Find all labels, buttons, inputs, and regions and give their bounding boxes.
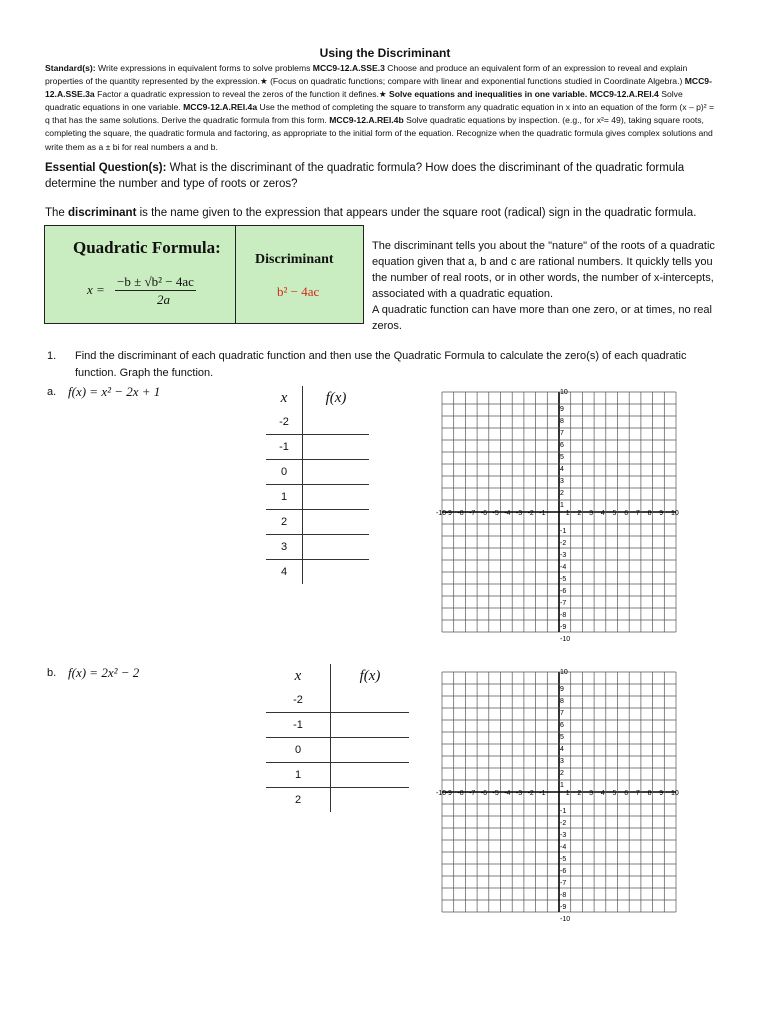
standard-code-5: MCC9-12.A.REI.4b bbox=[329, 115, 404, 126]
x-value-cell: 2 bbox=[266, 788, 331, 813]
part-b-label: b. bbox=[47, 667, 57, 679]
def-bold: discriminant bbox=[68, 207, 137, 219]
x-tick-label: -1 bbox=[539, 510, 546, 517]
discriminant-label: Discriminant bbox=[255, 252, 334, 267]
table-row bbox=[266, 713, 409, 738]
y-tick-label: -7 bbox=[560, 880, 567, 887]
x-tick-label: -9 bbox=[445, 510, 452, 517]
x-value-cell: 1 bbox=[266, 763, 331, 788]
nature-explanation bbox=[372, 238, 717, 334]
x-tick-label: 5 bbox=[612, 790, 617, 797]
x-tick-label: -5 bbox=[492, 790, 499, 797]
x-tick-label: -4 bbox=[504, 510, 511, 517]
x-tick-label: -2 bbox=[527, 510, 534, 517]
y-tick-label: -2 bbox=[560, 820, 567, 827]
fx-answer-cell[interactable] bbox=[331, 738, 410, 763]
x-value-cell: 1 bbox=[266, 485, 303, 510]
y-tick-label: -1 bbox=[560, 808, 567, 815]
table-a-header bbox=[266, 386, 369, 410]
x-tick-label: 8 bbox=[647, 510, 652, 517]
x-tick-label: 10 bbox=[671, 790, 679, 797]
x-tick-label: 9 bbox=[659, 790, 664, 797]
y-tick-label: -5 bbox=[560, 856, 567, 863]
x-value-cell: -2 bbox=[266, 688, 331, 713]
x-tick-label: 1 bbox=[565, 510, 570, 517]
fx-answer-cell[interactable] bbox=[303, 535, 370, 560]
grid-b[interactable] bbox=[436, 668, 680, 923]
standard-code-2: MCC9-12.A.SSE.3a bbox=[45, 76, 712, 100]
y-tick-label: -4 bbox=[560, 564, 567, 571]
nature-line-1: The discriminant tells you about the "nature" of the roots of a quadratic equation given that a, b and c are rational numbers. It quickly tells you the number of real roots, or in other words, the number of x-intercepts, associated with a quadratic equation. bbox=[372, 240, 715, 300]
x-value-cell: 3 bbox=[266, 535, 303, 560]
y-tick-label: -8 bbox=[560, 892, 567, 899]
y-tick-label: 1 bbox=[560, 502, 564, 509]
x-tick-label: -10 bbox=[436, 510, 447, 517]
table-row bbox=[266, 510, 369, 535]
y-tick-label: 5 bbox=[560, 454, 564, 461]
table-row bbox=[266, 435, 369, 460]
qf-denominator: 2a bbox=[157, 292, 170, 307]
x-value-cell: -1 bbox=[266, 713, 331, 738]
standards-text-1: Write expressions in equivalent forms to solve problems bbox=[95, 63, 313, 73]
y-tick-label: 2 bbox=[560, 490, 564, 497]
y-tick-label: -2 bbox=[560, 540, 567, 547]
part-b-function: f(x) = 2x² − 2 bbox=[68, 665, 140, 680]
fx-answer-cell[interactable] bbox=[331, 713, 410, 738]
y-tick-label: -3 bbox=[560, 552, 567, 559]
fx-answer-cell[interactable] bbox=[303, 435, 370, 460]
table-row bbox=[266, 485, 369, 510]
fx-answer-cell[interactable] bbox=[303, 510, 370, 535]
x-tick-label: 1 bbox=[565, 790, 570, 797]
fx-answer-cell[interactable] bbox=[331, 763, 410, 788]
page-title: Using the Discriminant bbox=[319, 46, 451, 60]
y-tick-label: 8 bbox=[560, 418, 564, 425]
fx-answer-cell[interactable] bbox=[303, 560, 370, 585]
y-tick-label: 4 bbox=[560, 466, 564, 473]
table-row bbox=[266, 738, 409, 763]
y-tick-label: 10 bbox=[560, 669, 568, 676]
table-row bbox=[266, 788, 409, 813]
x-tick-label: 6 bbox=[624, 790, 629, 797]
x-tick-label: -3 bbox=[515, 790, 523, 797]
x-tick-label: 10 bbox=[671, 510, 679, 517]
grid-a[interactable] bbox=[436, 388, 680, 643]
y-tick-label: 8 bbox=[560, 698, 564, 705]
fx-answer-cell[interactable] bbox=[303, 460, 370, 485]
table-row bbox=[266, 688, 409, 713]
discriminant-expression: b² − 4ac bbox=[277, 284, 320, 299]
x-tick-label: -7 bbox=[469, 510, 476, 517]
y-tick-label: -7 bbox=[560, 600, 567, 607]
y-tick-label: -6 bbox=[560, 588, 567, 595]
x-tick-label: 3 bbox=[589, 790, 594, 797]
essential-question bbox=[45, 160, 720, 192]
x-value-cell: 4 bbox=[266, 560, 303, 585]
def-pre: The bbox=[45, 207, 69, 219]
table-b bbox=[266, 664, 409, 812]
x-value-cell: -2 bbox=[266, 410, 303, 435]
x-tick-label: -3 bbox=[515, 510, 523, 517]
def-post: is the name given to the expression that appears under the square root (radical) sign in the quadratic formula. bbox=[136, 207, 697, 219]
x-tick-label: -2 bbox=[527, 790, 534, 797]
x-tick-label: 5 bbox=[612, 510, 617, 517]
y-tick-label: 2 bbox=[560, 770, 564, 777]
x-tick-label: -7 bbox=[469, 790, 476, 797]
y-tick-label: -8 bbox=[560, 612, 567, 619]
x-tick-label: 7 bbox=[635, 790, 640, 797]
y-tick-label: 1 bbox=[560, 782, 564, 789]
qf-numerator: −b ± √b² − 4ac bbox=[117, 274, 194, 289]
problem-1-number: 1. bbox=[47, 350, 57, 362]
part-a-function: f(x) = x² − 2x + 1 bbox=[68, 384, 161, 399]
x-tick-label: 2 bbox=[577, 790, 582, 797]
quadratic-formula-label: Quadratic Formula: bbox=[73, 238, 221, 257]
formula-divider bbox=[235, 226, 236, 323]
fx-answer-cell[interactable] bbox=[331, 788, 410, 813]
y-tick-label: -3 bbox=[560, 832, 567, 839]
standard-code-4: MCC9-12.A.REI.4a bbox=[183, 102, 258, 113]
x-tick-label: -8 bbox=[457, 790, 464, 797]
table-b-col-x: x bbox=[266, 664, 331, 688]
x-tick-label: -6 bbox=[480, 790, 488, 797]
x-tick-label: -6 bbox=[480, 510, 488, 517]
table-a-col-x: x bbox=[266, 386, 303, 410]
x-tick-label: 2 bbox=[577, 510, 582, 517]
standards-text-4: Solve quadratic equations in one variable. bbox=[45, 89, 683, 113]
table-row bbox=[266, 560, 369, 585]
y-tick-label: -9 bbox=[560, 904, 567, 911]
y-tick-label: -10 bbox=[560, 636, 571, 643]
table-row bbox=[266, 763, 409, 788]
x-tick-label: 7 bbox=[635, 510, 640, 517]
essential-label: Essential Question(s): bbox=[45, 162, 167, 174]
y-tick-label: 9 bbox=[560, 406, 564, 413]
x-tick-label: -5 bbox=[492, 510, 499, 517]
standards-label: Standard(s): bbox=[45, 63, 96, 73]
table-row bbox=[266, 460, 369, 485]
y-tick-label: -10 bbox=[560, 916, 571, 923]
x-tick-label: 6 bbox=[624, 510, 629, 517]
table-row bbox=[266, 535, 369, 560]
x-tick-label: -9 bbox=[445, 790, 452, 797]
y-tick-label: -4 bbox=[560, 844, 567, 851]
x-tick-label: -10 bbox=[436, 790, 447, 797]
x-value-cell: 0 bbox=[266, 738, 331, 763]
table-a-col-fx: f(x) bbox=[325, 389, 347, 406]
problem-1-text: Find the discriminant of each quadratic function and then use the Quadratic Formula to calculate the zero(s) of each quadratic function. Graph the function. bbox=[75, 350, 687, 379]
essential-text: What is the discriminant of the quadratic formula? How does the discriminant of the quadratic formula determine the number and type of roots or zeros? bbox=[45, 162, 685, 190]
table-b-header bbox=[266, 664, 409, 688]
x-tick-label: -1 bbox=[539, 790, 546, 797]
y-tick-label: 6 bbox=[560, 722, 564, 729]
x-tick-label: 9 bbox=[659, 510, 664, 517]
x-tick-label: 3 bbox=[589, 510, 594, 517]
standards-text-3: Factor a quadratic expression to reveal the zeros of the function it defines.★ bbox=[94, 89, 390, 100]
y-tick-label: 5 bbox=[560, 734, 564, 741]
x-value-cell: 2 bbox=[266, 510, 303, 535]
y-tick-label: 10 bbox=[560, 389, 568, 396]
discriminant-definition bbox=[45, 207, 725, 219]
x-tick-label: -4 bbox=[504, 790, 511, 797]
y-tick-label: 7 bbox=[560, 710, 564, 717]
table-b-col-fx: f(x) bbox=[359, 667, 381, 684]
x-tick-label: 4 bbox=[600, 510, 605, 517]
nature-line-2: A quadratic function can have more than one zero, or at times, no real zeros. bbox=[372, 304, 712, 332]
table-a bbox=[266, 386, 369, 584]
y-tick-label: -5 bbox=[560, 576, 567, 583]
part-a-label: a. bbox=[47, 386, 57, 398]
table-row bbox=[266, 410, 369, 435]
x-tick-label: -8 bbox=[457, 510, 464, 517]
qf-lhs: x = bbox=[87, 282, 105, 297]
standards-paragraph bbox=[45, 62, 720, 154]
x-value-cell: 0 bbox=[266, 460, 303, 485]
x-tick-label: 8 bbox=[647, 790, 652, 797]
y-tick-label: 7 bbox=[560, 430, 564, 437]
y-tick-label: 9 bbox=[560, 686, 564, 693]
fx-answer-cell[interactable] bbox=[331, 688, 410, 713]
y-tick-label: -6 bbox=[560, 868, 567, 875]
y-tick-label: -1 bbox=[560, 528, 567, 535]
standards-text-2: Choose and produce an equivalent form of an expression to reveal and explain properties of the quantity represented by the expression.★ (Focus on quadratic functions; compare with linear and exponential functions studied in Coordinate Algebra.) bbox=[45, 63, 688, 87]
y-tick-label: -9 bbox=[560, 624, 567, 631]
x-tick-label: 4 bbox=[600, 790, 605, 797]
formula-box bbox=[44, 225, 364, 324]
y-tick-label: 4 bbox=[560, 746, 564, 753]
standards-text-6: Solve quadratic equations by inspection. (e.g., for x²= 49), taking square roots, completing the square, the quadratic formula and factoring, as appropriate to the initial form of the equation. Recognize when the quadratic formula gives complex solutions and write them as a ± bi for real numbers a and b. bbox=[45, 115, 713, 152]
standards-text-5: Use the method of completing the square to transform any quadratic equation in x into an equation of the form (x – p)² = q that has the same solutions. Derive the quadratic formula from this form. bbox=[45, 102, 715, 126]
y-tick-label: 3 bbox=[560, 758, 564, 765]
fx-answer-cell[interactable] bbox=[303, 410, 370, 435]
standard-code-3: Solve equations and inequalities in one variable. MCC9-12.A.REI.4 bbox=[389, 89, 659, 100]
y-tick-label: 6 bbox=[560, 442, 564, 449]
standard-code-1: MCC9-12.A.SSE.3 bbox=[312, 63, 385, 73]
fx-answer-cell[interactable] bbox=[303, 485, 370, 510]
x-value-cell: -1 bbox=[266, 435, 303, 460]
y-tick-label: 3 bbox=[560, 478, 564, 485]
